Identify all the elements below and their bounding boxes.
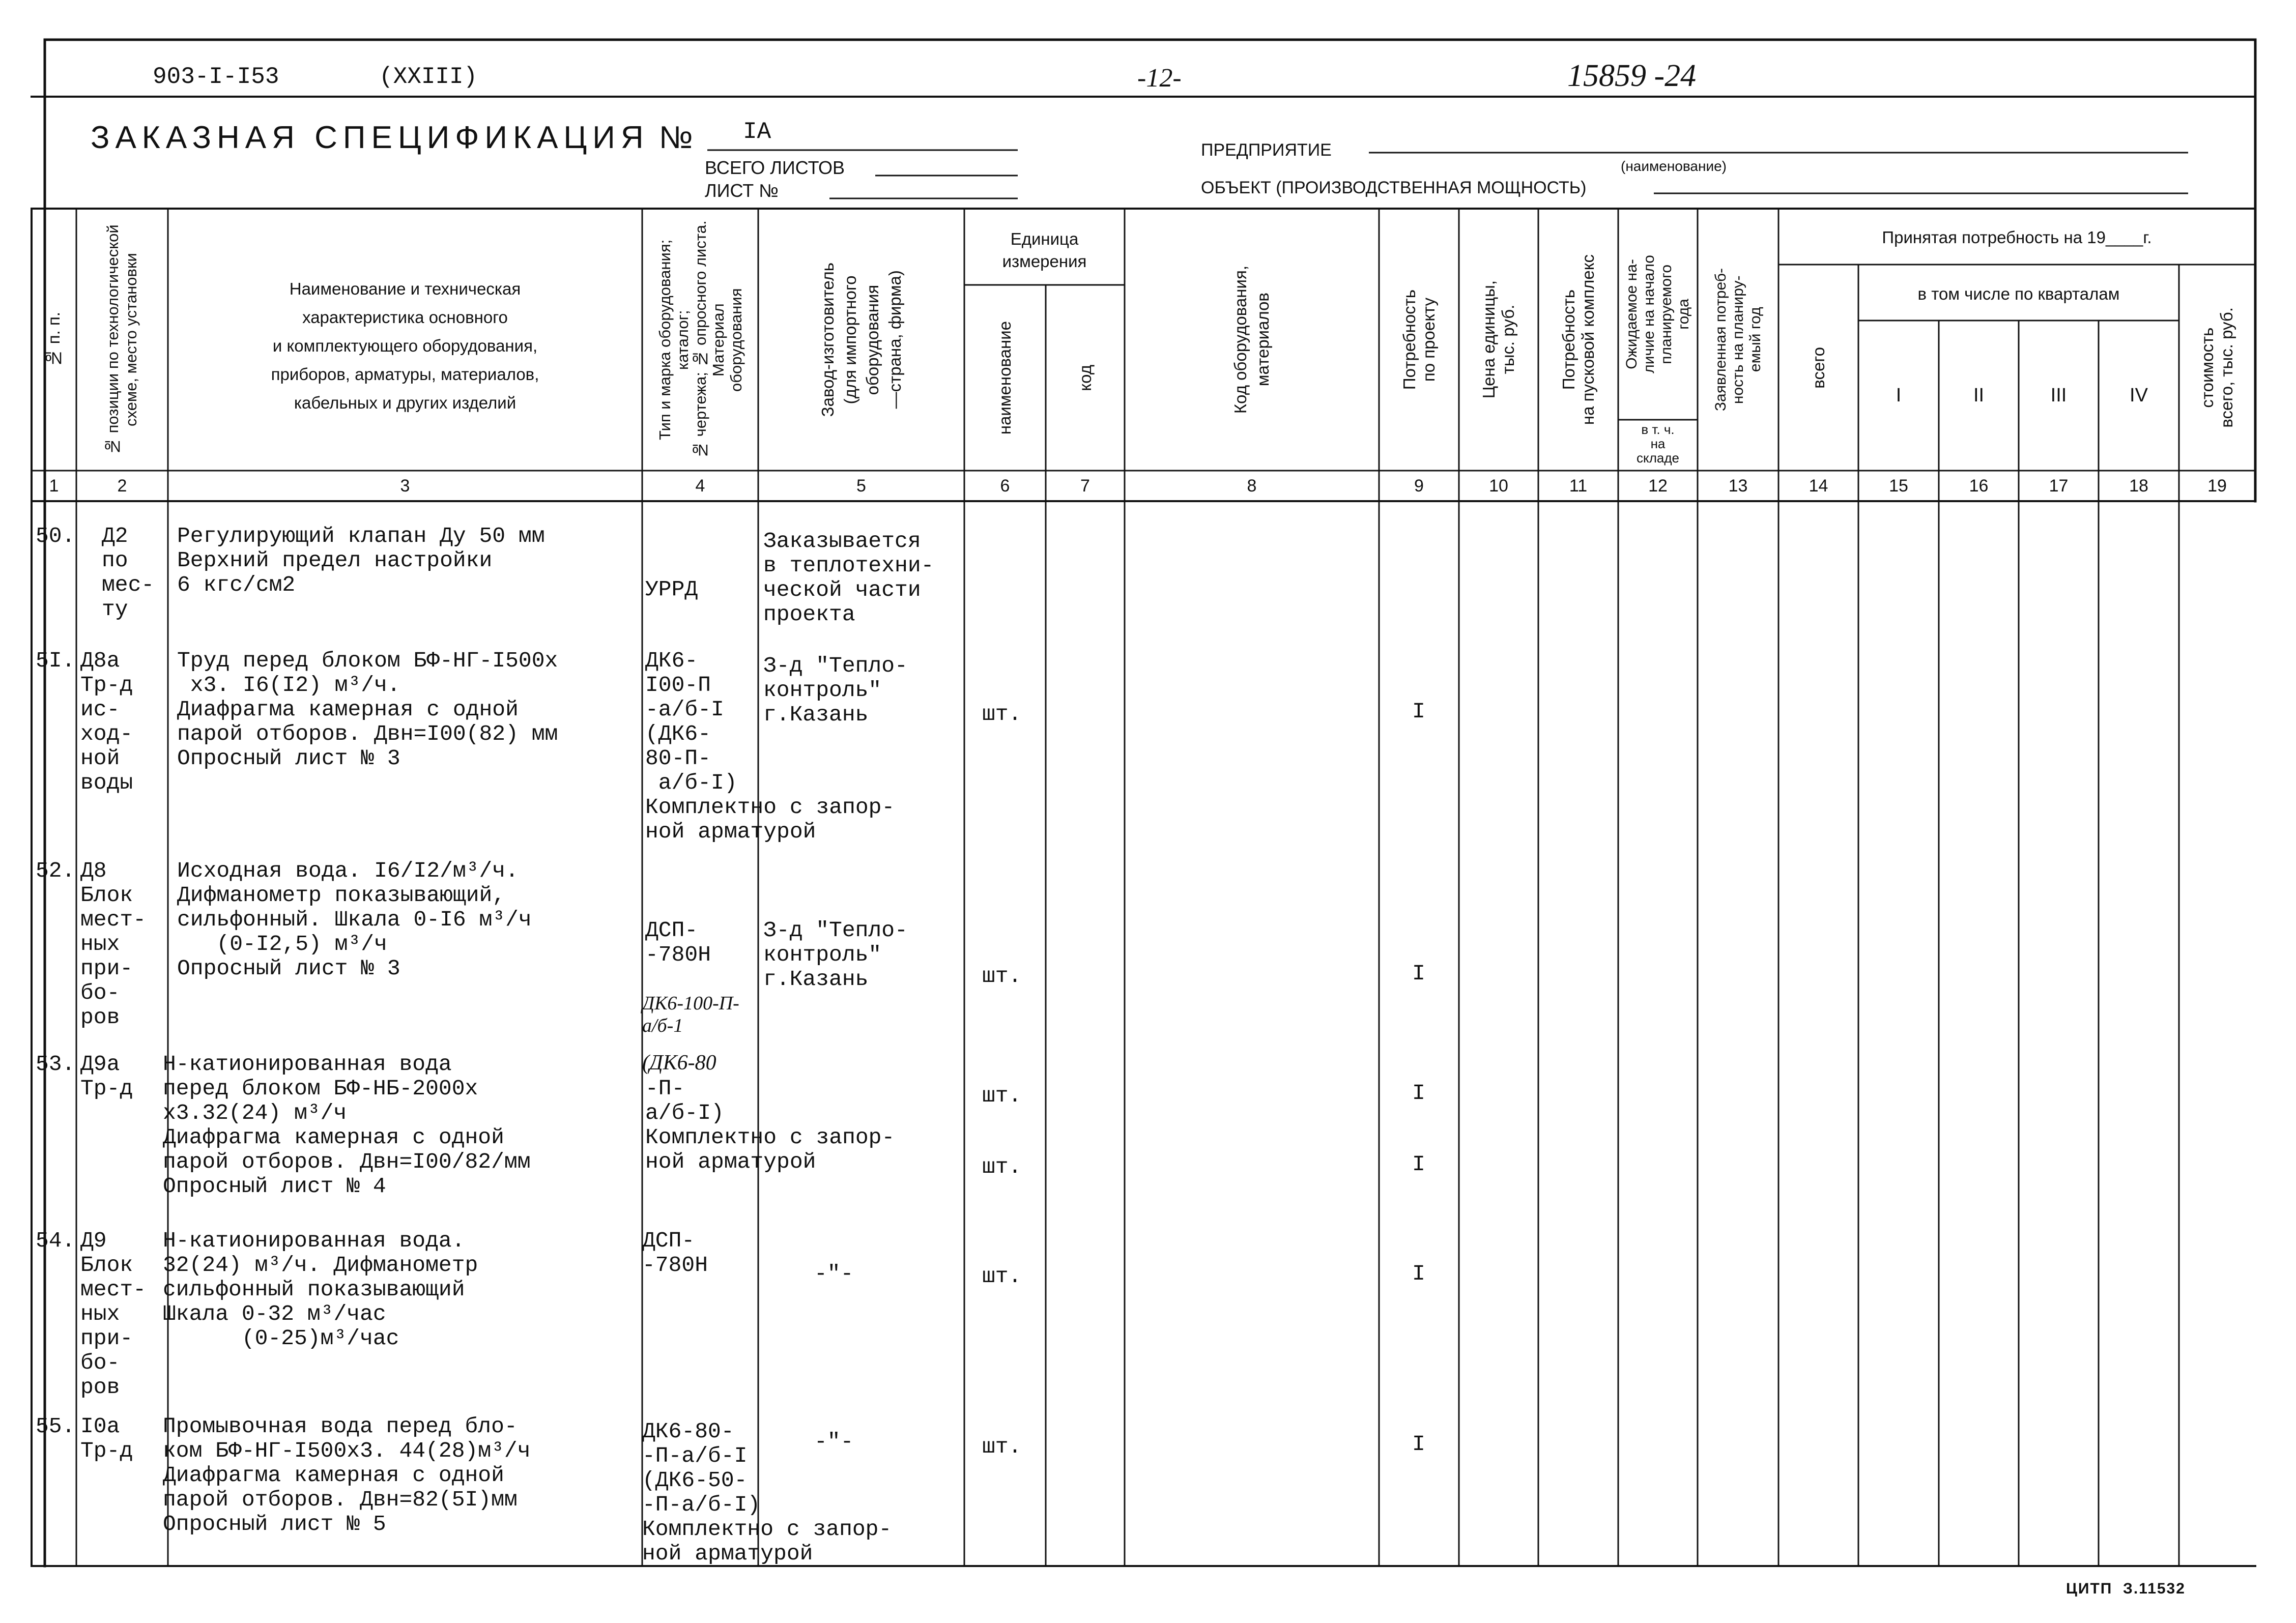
row-position: Д8а Тр-д ис- ход- ной воды [80,648,133,795]
row-type-handwritten: (ДК6-80 [642,1051,716,1075]
column-number: 13 [1728,476,1748,496]
total-sheets-label: ВСЕГО ЛИСТОВ [705,157,845,178]
col-header-8: Код оборудования, материалов [1231,265,1272,414]
row-type: ДСП- -780Н [645,918,711,967]
row-quantity: I [1412,1081,1425,1106]
column-number: 7 [1080,476,1090,496]
column-number: 8 [1247,476,1257,496]
column-number: 19 [2207,476,2227,496]
name-hint: (наименование) [1621,158,1727,174]
col-header-13: Заявленная потреб- ность на планиру- емый год [1712,268,1764,412]
col-header-2: № позиции по технологической схеме, место установки [104,224,140,455]
col-header-5: Завод-изготовитель (для импортного оборудования —страна, фирма) [818,262,904,417]
enterprise-label: ПРЕДПРИЯТИЕ [1201,140,1332,160]
row-quantity: I [1412,1261,1425,1286]
object-label: ОБЪЕКТ (ПРОИЗВОДСТВЕННАЯ МОЩНОСТЬ) [1201,178,1587,197]
row-type: ДК6-80- -П-а/б-I (ДК6-50- -П-а/б-I) Комплектно с запор- ной арматурой [642,1419,892,1566]
col-header-1: № п. п. [44,311,63,368]
col-header-7: код [1075,364,1095,391]
specification-number: IA [743,119,771,145]
row-quantity-2: I [1412,1152,1425,1177]
row-number: 50. [36,524,75,548]
row-number: 54. [36,1228,75,1253]
row-unit-2: шт. [982,1154,1022,1179]
row-number: 53. [36,1052,75,1077]
col-header-6: наименование [995,321,1014,435]
row-name: Промывочная вода перед бло- ком БФ-НГ-I500х3. 44(28)м³/ч Диафрагма камерная с одной парой отборов. Двн=82(5I)мм Опросный лист № 5 [163,1414,531,1537]
column-number: 3 [400,476,410,496]
row-position: Д2 по мес- ту [102,524,155,622]
row-type: -П- а/б-I) Комплектно с запор- ной арматурой [645,1076,895,1174]
row-quantity: I [1412,961,1425,986]
print-stamp: ЦИТП З.11532 [2066,1580,2186,1597]
document-code: 903-I-I53 [153,64,279,90]
col-header-10: Цена единицы, тыс. руб. [1479,280,1517,399]
col-header-4: Тип и марка оборудования; каталог; № чертежа; № опросного листа. Материал оборудования [655,220,745,459]
row-maker: Заказывается в теплотехни- ческой части проекта [763,529,934,627]
column-number: 12 [1648,476,1668,496]
column-number: 18 [2129,476,2148,496]
row-quantity: I [1412,699,1425,724]
column-number: 9 [1414,476,1424,496]
col-header-12-sub: в т. ч. на складе [1637,422,1679,466]
row-position: I0а Тр-д [80,1414,133,1463]
row-name: Н-катионированная вода. 32(24) м³/ч. Дифманометр сильфонный показывающий Шкала 0-32 м³/час (0-25)м³/час [163,1228,478,1351]
sheet-number-label: ЛИСТ № [705,180,779,201]
row-maker: З-д "Тепло- контроль" г.Казань [763,653,908,727]
column-number: 10 [1489,476,1508,496]
column-number: 4 [695,476,705,496]
column-number: 1 [49,476,59,496]
number-sign: № [659,120,693,155]
row-name: Исходная вода. I6/I2/м³/ч. Дифманометр показывающий, сильфонный. Шкала 0-I6 м³/ч (0-I2,5) м³/ч Опросный лист № 3 [177,858,532,981]
col-header-unit: Единица измерения [1002,229,1087,271]
page-number: -12- [1137,64,1182,93]
row-number: 55. [36,1414,75,1439]
column-number: 16 [1969,476,1989,496]
col-header-9: Потребность по проекту [1399,289,1438,390]
row-type: ДК6- I00-П -а/б-I (ДК6- 80-П- а/б-I) Комплектно с запор- ной арматурой [645,648,895,844]
col-header-14: всего [1809,346,1828,389]
row-unit: шт. [982,1083,1022,1108]
row-unit: шт. [982,964,1022,989]
row-position: Д9а Тр-д [80,1052,133,1101]
column-number: 14 [1809,476,1828,496]
row-type: ДСП- -780Н [642,1228,708,1278]
row-name: Регулирующий клапан Ду 50 мм Верхний предел настройки 6 кгс/см2 [177,524,545,597]
row-maker-ditto: -"- [814,1429,854,1454]
row-type-handwritten: ДК6-100-П- а/б-1 [642,993,739,1036]
row-type: УРРД [645,577,698,602]
column-number: 5 [856,476,866,496]
column-number: 6 [1000,476,1010,496]
row-position: Д8 Блок мест- ных при- бо- ров [80,858,147,1030]
specification-title: ЗАКАЗНАЯ СПЕЦИФИКАЦИЯ [91,120,649,155]
col-header-11: Потребность на пусковой комплекс [1559,254,1597,425]
column-number: 17 [2049,476,2069,496]
col-header-17: III [2050,385,2067,406]
column-number: 11 [1569,476,1588,496]
row-maker-ditto: -"- [814,1261,854,1286]
column-number: 15 [1889,476,1908,496]
row-number: 5I. [36,648,75,673]
col-header-12: Ожидаемое на- личие на начало планируемого года [1623,255,1692,373]
quarters-header: в том числе по кварталам [1917,284,2120,303]
document-number: 15859 -24 [1567,59,1697,93]
col-header-16: II [1973,385,1985,406]
row-quantity: I [1412,1432,1425,1457]
col-header-19: стоимость всего, тыс. руб. [2198,307,2236,428]
row-name: Труд перед блоком БФ-НГ-I500х х3. I6(I2) м³/ч. Диафрагма камерная с одной парой отборов. Двн=I00(82) мм Опросный лист № 3 [177,648,558,771]
row-number: 52. [36,858,75,883]
roman-numeral: (XXIII) [379,64,478,90]
column-number: 2 [117,476,127,496]
row-unit: шт. [982,1434,1022,1459]
row-position: Д9 Блок мест- ных при- бо- ров [80,1228,147,1400]
row-maker: З-д "Тепло- контроль" г.Казань [763,918,908,992]
col-header-3: Наименование и техническая характеристика основного и комплектующего оборудования, приборов, арматуры, материалов, кабельных и других изделий [271,279,539,412]
row-name: Н-катионированная вода перед блоком БФ-НБ-2000х х3.32(24) м³/ч Диафрагма камерная с одной парой отборов. Двн=I00/82/мм Опросный лист № 4 [163,1052,531,1199]
row-unit: шт. [982,702,1022,727]
col-header-15: I [1896,385,1902,406]
row-unit: шт. [982,1264,1022,1289]
accepted-need-header: Принятая потребность на 19____г. [1882,228,2152,247]
col-header-18: IV [2130,385,2148,406]
